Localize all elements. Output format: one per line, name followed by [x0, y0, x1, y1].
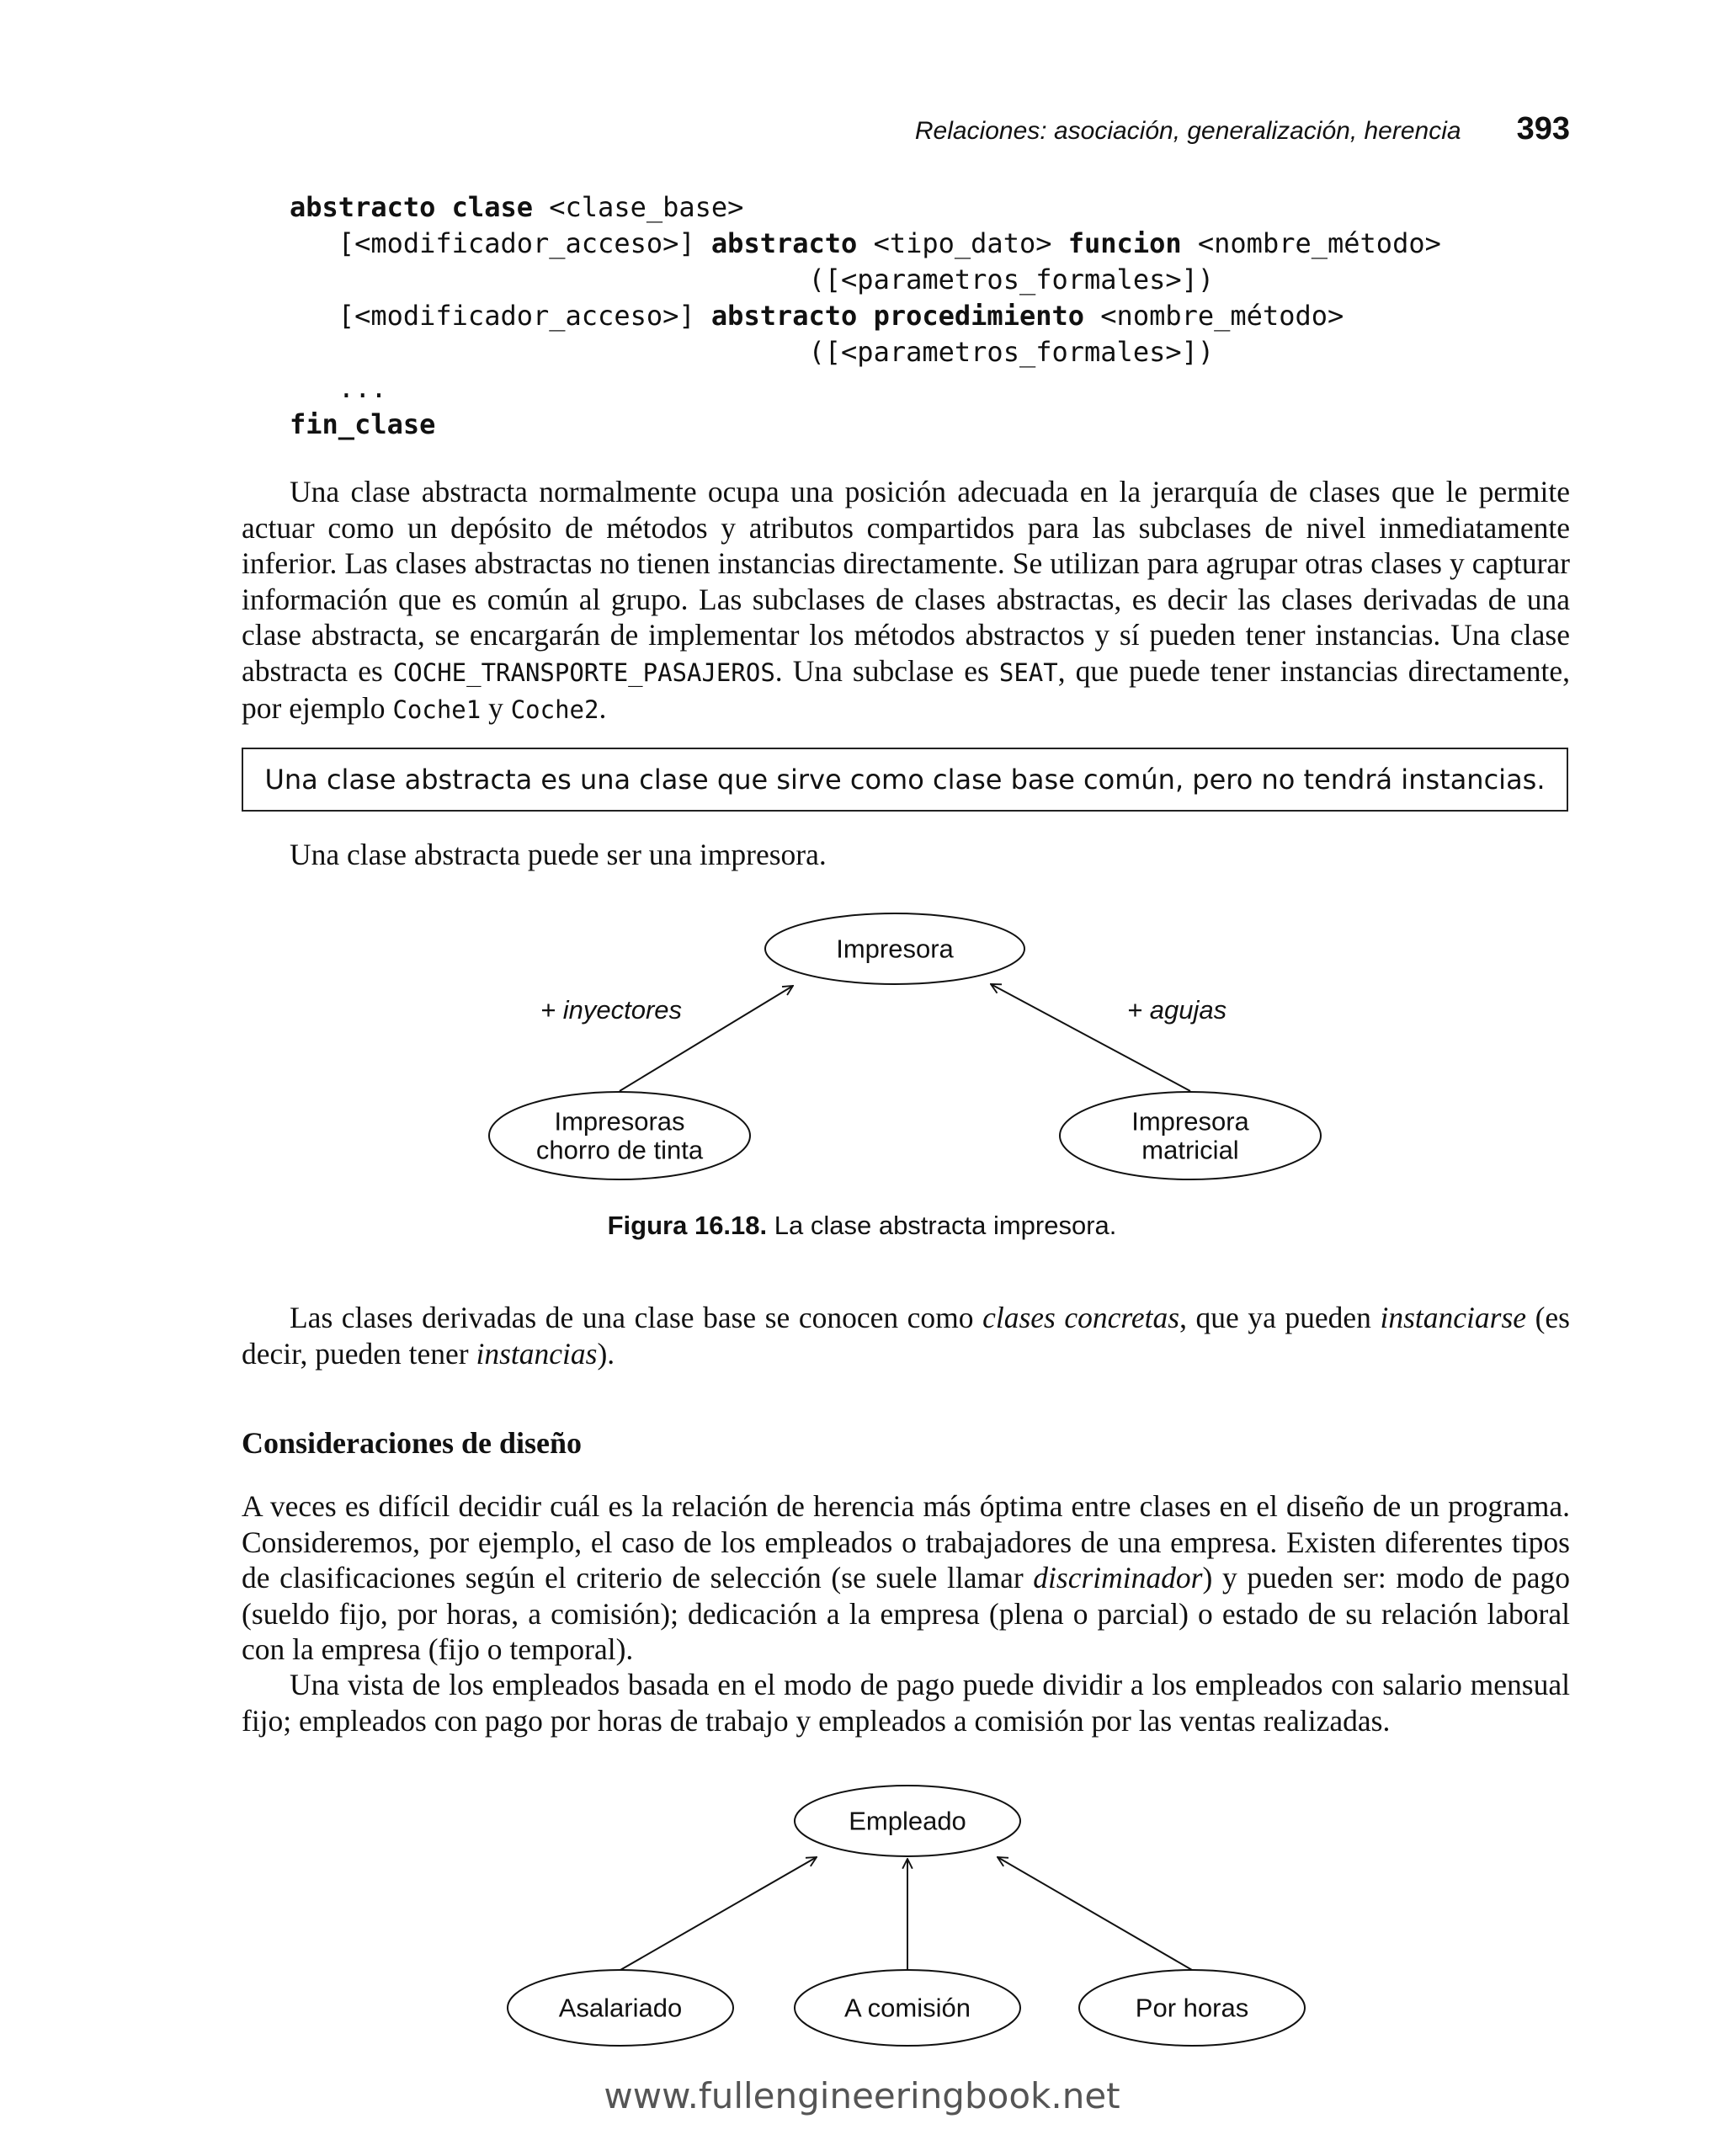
code-block: [290, 189, 1441, 443]
running-title: Relaciones: asociación, generalización, herencia: [914, 117, 1461, 145]
paragraph-concrete-classes: [242, 1300, 1570, 1371]
inline-code: Coche2: [510, 695, 599, 724]
paragraph-text: Una clase abstracta normalmente ocupa una posición adecuada en la jerarquía de clases que le permite actuar como un depósito de métodos y atributos compartidos para las subclases de nivel inmediatamente inferior. Las clases abstractas no tienen instancias directamente. Se utilizan para agrupar otras clases y capturar información que es común al grupo. Las subclases de clases abstractas, es decir las clases derivadas de una clase abstracta, se encargarán de implementar los métodos abstractos y sí pueden tener instancias. Una clase abstracta es: [242, 475, 1570, 688]
watermark-url: www.fullengineeringbook.net: [604, 2075, 1120, 2116]
paragraph-text: .: [599, 691, 607, 725]
code-text: <nombre_método>: [1181, 227, 1441, 259]
node-label: Asalariado: [558, 1993, 683, 2023]
paragraph-design-considerations: [242, 1488, 1570, 1668]
code-keyword: abstracto clase: [290, 191, 533, 223]
paragraph-payment-view: Una vista de los empleados basada en el modo de pago puede dividir a los empleados con salario mensual fijo; empleados con pago por horas de trabajo y empleados a comisión por las ventas realizadas.: [242, 1668, 1570, 1738]
node-label: Por horas: [1135, 1993, 1249, 2023]
node-a-comision: [795, 1970, 1020, 2046]
code-text: <clase_base>: [532, 191, 744, 223]
section-heading: Consideraciones de diseño: [242, 1426, 583, 1460]
paragraph-text: y: [481, 691, 511, 725]
caption-text: La clase abstracta impresora.: [767, 1211, 1117, 1240]
edge-label-agujas: + agujas: [1127, 995, 1227, 1025]
code-keyword: abstracto procedimiento: [710, 300, 1085, 332]
node-impresora: [765, 913, 1024, 984]
emphasis-text: instancias: [476, 1336, 598, 1371]
code-text: ([<parametros_formales>]): [290, 264, 1215, 295]
paragraph-text: (es decir, pueden tener: [242, 1301, 1570, 1371]
paragraph-text: , que ya pueden: [1179, 1301, 1381, 1334]
node-label: Impresora: [1131, 1106, 1249, 1137]
code-text: <nombre_método>: [1084, 300, 1344, 332]
printer-class-diagram: [0, 909, 1724, 1195]
node-label: Empleado: [849, 1806, 966, 1836]
definition-callout: Una clase abstracta es una clase que sirve como clase base común, pero no tendrá instancias.: [242, 748, 1568, 812]
paragraph-text: Las clases derivadas de una clase base se conocen como: [290, 1301, 983, 1334]
paragraph-abstract-class: [242, 474, 1570, 728]
node-asalariado: [508, 1970, 733, 2046]
node-label: Impresora: [836, 934, 954, 964]
inline-code: Coche1: [392, 695, 482, 724]
code-keyword: abstracto: [710, 227, 858, 259]
paragraph-text: . Una subclase es: [774, 653, 999, 688]
node-empleado: [795, 1786, 1020, 1856]
inheritance-arrow: [998, 1857, 1192, 1970]
code-text: <tipo_dato>: [857, 227, 1068, 259]
employee-class-diagram: [0, 1785, 1724, 2071]
emphasis-text: discriminador: [1033, 1561, 1203, 1594]
node-label: matricial: [1141, 1135, 1239, 1165]
code-text: [<modificador_acceso>]: [290, 300, 711, 332]
node-label: A comisión: [844, 1993, 971, 2023]
paragraph-text: ).: [597, 1336, 615, 1371]
running-head: [915, 111, 1570, 147]
paragraph-text: ) y pueden ser: modo de pago (sueldo fijo, por horas, a comisión); dedicación a la empresa (plena o parcial) o estado de su relación laboral con la empresa (fijo o temporal).: [242, 1561, 1570, 1666]
inheritance-arrow: [620, 1857, 817, 1970]
node-por-horas: [1079, 1970, 1305, 2046]
code-text: [<modificador_acceso>]: [290, 227, 711, 259]
emphasis-text: instanciarse: [1380, 1301, 1527, 1334]
node-label: Impresoras: [554, 1106, 685, 1137]
code-text: ...: [290, 372, 387, 404]
paragraph-text: , que puede tener instancias directamente, por ejemplo: [242, 653, 1570, 725]
code-text: ([<parametros_formales>]): [290, 336, 1215, 368]
edge-label-inyectores: + inyectores: [540, 995, 683, 1025]
code-keyword: funcion: [1067, 227, 1182, 259]
node-impresora-matricial: [1060, 1092, 1321, 1179]
inline-code: COCHE_TRANSPORTE_PASAJEROS: [392, 657, 775, 687]
paragraph-text: A veces es difícil decidir cuál es la relación de herencia más óptima entre clases en el diseño de un programa. Consideremos, por ejemplo, el caso de los empleados o trabajadores de una empresa. Existen diferentes tipos de clasificaciones según el criterio de selección (se suele llamar: [242, 1489, 1570, 1594]
inline-code: SEAT: [998, 657, 1058, 687]
page-number: 393: [1516, 111, 1570, 146]
emphasis-text: clases concretas: [982, 1301, 1180, 1334]
paragraph-printer-intro: Una clase abstracta puede ser una impresora.: [290, 838, 827, 871]
node-label: chorro de tinta: [535, 1135, 704, 1165]
caption-label: Figura 16.18.: [607, 1211, 768, 1240]
figure-caption: [0, 1211, 1724, 1241]
code-keyword: fin_clase: [290, 408, 436, 440]
node-impresoras-chorro-de-tinta: [489, 1092, 750, 1179]
